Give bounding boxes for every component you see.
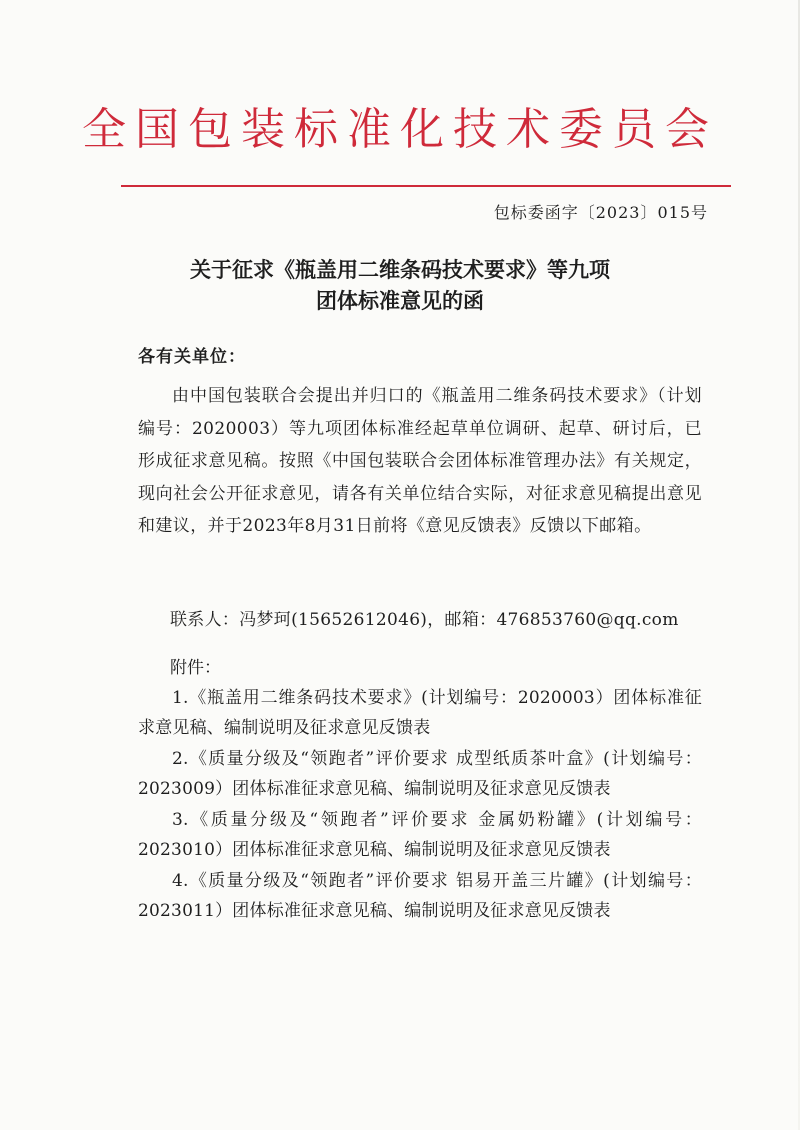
attachments-label: 附件： (170, 658, 221, 678)
contact-info: 联系人：冯梦珂(15652612046)，邮箱：476853760@qq.com (170, 610, 679, 630)
organization-header: 全国包装标准化技术委员会 (82, 104, 718, 155)
attachments-list (138, 684, 702, 928)
title-line-1: 关于征求《瓶盖用二维条码技术要求》等九项 (190, 258, 610, 282)
attachment-item: 4.《质量分级及“领跑者”评价要求 铝易开盖三片罐》(计划编号：2023011）团体标准征求意见稿、编制说明及征求意见反馈表 (138, 871, 702, 921)
header-divider (121, 185, 731, 187)
salutation: 各有关单位： (138, 347, 246, 367)
document-number: 包标委函字〔2023〕015号 (493, 203, 708, 222)
attachment-item: 2.《质量分级及“领跑者”评价要求 成型纸质茶叶盒》(计划编号：2023009）团体标准征求意见稿、编制说明及征求意见反馈表 (138, 749, 702, 799)
attachment-item: 3.《质量分级及“领跑者”评价要求 金属奶粉罐》(计划编号：2023010）团体标准征求意见稿、编制说明及征求意见反馈表 (138, 810, 702, 860)
document-title (0, 255, 800, 317)
attachment-item: 1.《瓶盖用二维条码技术要求》(计划编号：2020003）团体标准征求意见稿、编制说明及征求意见反馈表 (138, 688, 702, 738)
body-paragraph: 由中国包装联合会提出并归口的《瓶盖用二维条码技术要求》（计划编号：2020003）等九项团体标准经起草单位调研、起草、研讨后，已形成征求意见稿。按照《中国包装联合会团体标准管理办法》有关规定，现向社会公开征求意见，请各有关单位结合实际，对征求意见稿提出意见和建议，并于2023年8月31日前将《意见反馈表》反馈以下邮箱。 (138, 386, 702, 536)
title-line-2: 团体标准意见的函 (316, 289, 484, 313)
